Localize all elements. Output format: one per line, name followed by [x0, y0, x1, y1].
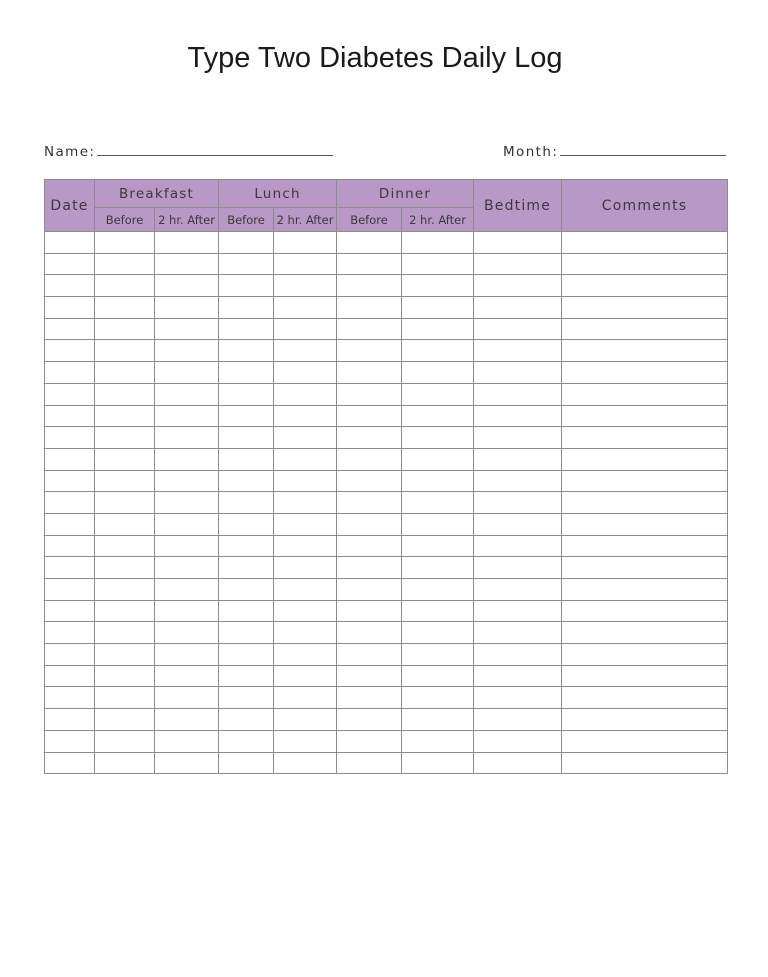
- cell-breakfast-after[interactable]: [155, 340, 219, 362]
- header-dinner-after: 2 hr. After: [402, 208, 474, 232]
- cell-date[interactable]: [45, 665, 95, 687]
- cell-dinner-before[interactable]: [337, 318, 402, 340]
- header-comments: Comments: [562, 180, 728, 232]
- cell-date[interactable]: [45, 253, 95, 275]
- cell-breakfast-before[interactable]: [95, 340, 155, 362]
- table-row: [45, 644, 728, 666]
- cell-breakfast-after[interactable]: [155, 253, 219, 275]
- table-row: [45, 448, 728, 470]
- cell-breakfast-before[interactable]: [95, 557, 155, 579]
- cell-breakfast-before[interactable]: [95, 275, 155, 297]
- cell-lunch-before[interactable]: [219, 470, 274, 492]
- cell-lunch-before[interactable]: [219, 644, 274, 666]
- cell-date[interactable]: [45, 340, 95, 362]
- cell-breakfast-before[interactable]: [95, 513, 155, 535]
- cell-lunch-before[interactable]: [219, 492, 274, 514]
- table-row: [45, 383, 728, 405]
- cell-date[interactable]: [45, 318, 95, 340]
- cell-comments[interactable]: [562, 470, 728, 492]
- cell-lunch-before[interactable]: [219, 253, 274, 275]
- cell-dinner-before[interactable]: [337, 622, 402, 644]
- cell-lunch-before[interactable]: [219, 665, 274, 687]
- cell-lunch-before[interactable]: [219, 318, 274, 340]
- cell-dinner-before[interactable]: [337, 470, 402, 492]
- cell-date[interactable]: [45, 492, 95, 514]
- cell-lunch-before[interactable]: [219, 752, 274, 774]
- cell-lunch-after[interactable]: [274, 665, 337, 687]
- cell-dinner-after[interactable]: [402, 405, 474, 427]
- cell-breakfast-after[interactable]: [155, 275, 219, 297]
- cell-breakfast-after[interactable]: [155, 470, 219, 492]
- cell-dinner-before[interactable]: [337, 340, 402, 362]
- table-row: [45, 232, 728, 254]
- cell-bedtime[interactable]: [474, 535, 562, 557]
- cell-bedtime[interactable]: [474, 557, 562, 579]
- cell-bedtime[interactable]: [474, 709, 562, 731]
- cell-bedtime[interactable]: [474, 579, 562, 601]
- table-row: [45, 470, 728, 492]
- cell-bedtime[interactable]: [474, 752, 562, 774]
- month-input-line[interactable]: [560, 144, 726, 156]
- cell-lunch-before[interactable]: [219, 622, 274, 644]
- cell-bedtime[interactable]: [474, 644, 562, 666]
- cell-dinner-before[interactable]: [337, 752, 402, 774]
- cell-bedtime[interactable]: [474, 253, 562, 275]
- cell-bedtime[interactable]: [474, 405, 562, 427]
- cell-bedtime[interactable]: [474, 730, 562, 752]
- table-row: [45, 340, 728, 362]
- table-row: [45, 253, 728, 275]
- cell-lunch-before[interactable]: [219, 535, 274, 557]
- cell-dinner-after[interactable]: [402, 297, 474, 319]
- cell-breakfast-before[interactable]: [95, 752, 155, 774]
- cell-dinner-before[interactable]: [337, 644, 402, 666]
- cell-breakfast-before[interactable]: [95, 665, 155, 687]
- cell-comments[interactable]: [562, 427, 728, 449]
- cell-date[interactable]: [45, 513, 95, 535]
- cell-breakfast-before[interactable]: [95, 492, 155, 514]
- cell-lunch-after[interactable]: [274, 448, 337, 470]
- cell-dinner-after[interactable]: [402, 665, 474, 687]
- cell-comments[interactable]: [562, 622, 728, 644]
- cell-bedtime[interactable]: [474, 427, 562, 449]
- cell-lunch-before[interactable]: [219, 687, 274, 709]
- cell-dinner-after[interactable]: [402, 253, 474, 275]
- cell-lunch-before[interactable]: [219, 362, 274, 384]
- cell-breakfast-before[interactable]: [95, 427, 155, 449]
- cell-breakfast-before[interactable]: [95, 622, 155, 644]
- cell-comments[interactable]: [562, 340, 728, 362]
- table-row: [45, 752, 728, 774]
- cell-breakfast-after[interactable]: [155, 687, 219, 709]
- cell-dinner-before[interactable]: [337, 687, 402, 709]
- cell-comments[interactable]: [562, 687, 728, 709]
- cell-bedtime[interactable]: [474, 232, 562, 254]
- cell-lunch-after[interactable]: [274, 383, 337, 405]
- header-lunch: Lunch: [219, 180, 337, 208]
- cell-comments[interactable]: [562, 405, 728, 427]
- cell-breakfast-before[interactable]: [95, 470, 155, 492]
- cell-date[interactable]: [45, 275, 95, 297]
- cell-dinner-after[interactable]: [402, 752, 474, 774]
- cell-lunch-after[interactable]: [274, 340, 337, 362]
- cell-breakfast-after[interactable]: [155, 600, 219, 622]
- header-bedtime: Bedtime: [474, 180, 562, 232]
- cell-comments[interactable]: [562, 730, 728, 752]
- cell-lunch-after[interactable]: [274, 644, 337, 666]
- cell-dinner-before[interactable]: [337, 253, 402, 275]
- cell-date[interactable]: [45, 405, 95, 427]
- header-dinner: Dinner: [337, 180, 474, 208]
- cell-breakfast-after[interactable]: [155, 730, 219, 752]
- cell-bedtime[interactable]: [474, 275, 562, 297]
- cell-lunch-after[interactable]: [274, 297, 337, 319]
- cell-dinner-before[interactable]: [337, 579, 402, 601]
- cell-comments[interactable]: [562, 513, 728, 535]
- cell-breakfast-before[interactable]: [95, 579, 155, 601]
- cell-comments[interactable]: [562, 600, 728, 622]
- cell-dinner-before[interactable]: [337, 232, 402, 254]
- cell-dinner-before[interactable]: [337, 557, 402, 579]
- table-row: [45, 709, 728, 731]
- cell-date[interactable]: [45, 644, 95, 666]
- table-row: [45, 362, 728, 384]
- cell-date[interactable]: [45, 687, 95, 709]
- cell-dinner-before[interactable]: [337, 600, 402, 622]
- cell-breakfast-after[interactable]: [155, 709, 219, 731]
- table-row: [45, 600, 728, 622]
- cell-comments[interactable]: [562, 383, 728, 405]
- cell-bedtime[interactable]: [474, 318, 562, 340]
- cell-dinner-before[interactable]: [337, 492, 402, 514]
- header-dinner-before: Before: [337, 208, 402, 232]
- cell-lunch-after[interactable]: [274, 275, 337, 297]
- cell-breakfast-before[interactable]: [95, 709, 155, 731]
- cell-lunch-after[interactable]: [274, 470, 337, 492]
- cell-dinner-after[interactable]: [402, 730, 474, 752]
- cell-dinner-after[interactable]: [402, 340, 474, 362]
- cell-bedtime[interactable]: [474, 340, 562, 362]
- cell-bedtime[interactable]: [474, 297, 562, 319]
- cell-breakfast-before[interactable]: [95, 687, 155, 709]
- cell-comments[interactable]: [562, 752, 728, 774]
- cell-comments[interactable]: [562, 448, 728, 470]
- cell-date[interactable]: [45, 470, 95, 492]
- cell-lunch-after[interactable]: [274, 557, 337, 579]
- header-breakfast-after: 2 hr. After: [155, 208, 219, 232]
- cell-bedtime[interactable]: [474, 383, 562, 405]
- table-row: [45, 513, 728, 535]
- cell-dinner-after[interactable]: [402, 709, 474, 731]
- cell-dinner-before[interactable]: [337, 427, 402, 449]
- cell-dinner-after[interactable]: [402, 232, 474, 254]
- cell-lunch-before[interactable]: [219, 383, 274, 405]
- cell-date[interactable]: [45, 600, 95, 622]
- cell-breakfast-after[interactable]: [155, 427, 219, 449]
- cell-lunch-after[interactable]: [274, 687, 337, 709]
- cell-dinner-after[interactable]: [402, 644, 474, 666]
- cell-breakfast-before[interactable]: [95, 535, 155, 557]
- cell-lunch-after[interactable]: [274, 535, 337, 557]
- cell-comments[interactable]: [562, 232, 728, 254]
- cell-lunch-before[interactable]: [219, 427, 274, 449]
- cell-dinner-before[interactable]: [337, 275, 402, 297]
- cell-dinner-after[interactable]: [402, 275, 474, 297]
- cell-breakfast-before[interactable]: [95, 383, 155, 405]
- cell-lunch-before[interactable]: [219, 297, 274, 319]
- cell-comments[interactable]: [562, 253, 728, 275]
- cell-date[interactable]: [45, 730, 95, 752]
- table-row: [45, 687, 728, 709]
- cell-comments[interactable]: [562, 644, 728, 666]
- cell-breakfast-before[interactable]: [95, 600, 155, 622]
- cell-lunch-after[interactable]: [274, 622, 337, 644]
- cell-comments[interactable]: [562, 297, 728, 319]
- cell-lunch-after[interactable]: [274, 600, 337, 622]
- cell-date[interactable]: [45, 448, 95, 470]
- cell-lunch-before[interactable]: [219, 709, 274, 731]
- page-title: Type Two Diabetes Daily Log: [187, 42, 563, 74]
- cell-breakfast-after[interactable]: [155, 318, 219, 340]
- table-row: [45, 535, 728, 557]
- cell-dinner-after[interactable]: [402, 600, 474, 622]
- name-input-line[interactable]: [97, 144, 333, 156]
- cell-breakfast-before[interactable]: [95, 232, 155, 254]
- cell-comments[interactable]: [562, 362, 728, 384]
- cell-breakfast-before[interactable]: [95, 644, 155, 666]
- cell-lunch-after[interactable]: [274, 513, 337, 535]
- cell-date[interactable]: [45, 752, 95, 774]
- cell-lunch-before[interactable]: [219, 513, 274, 535]
- cell-dinner-after[interactable]: [402, 448, 474, 470]
- month-label: Month:: [503, 144, 559, 160]
- cell-lunch-before[interactable]: [219, 232, 274, 254]
- table-row: [45, 730, 728, 752]
- cell-dinner-after[interactable]: [402, 318, 474, 340]
- cell-dinner-before[interactable]: [337, 362, 402, 384]
- cell-date[interactable]: [45, 232, 95, 254]
- cell-lunch-after[interactable]: [274, 253, 337, 275]
- cell-comments[interactable]: [562, 275, 728, 297]
- cell-lunch-after[interactable]: [274, 709, 337, 731]
- cell-breakfast-after[interactable]: [155, 232, 219, 254]
- cell-breakfast-after[interactable]: [155, 405, 219, 427]
- cell-bedtime[interactable]: [474, 448, 562, 470]
- cell-lunch-after[interactable]: [274, 318, 337, 340]
- cell-dinner-after[interactable]: [402, 427, 474, 449]
- cell-lunch-after[interactable]: [274, 405, 337, 427]
- cell-dinner-before[interactable]: [337, 513, 402, 535]
- cell-dinner-after[interactable]: [402, 470, 474, 492]
- cell-breakfast-after[interactable]: [155, 752, 219, 774]
- cell-dinner-after[interactable]: [402, 383, 474, 405]
- cell-dinner-before[interactable]: [337, 730, 402, 752]
- table-row: [45, 405, 728, 427]
- cell-breakfast-after[interactable]: [155, 535, 219, 557]
- cell-dinner-after[interactable]: [402, 622, 474, 644]
- cell-dinner-after[interactable]: [402, 362, 474, 384]
- cell-breakfast-after[interactable]: [155, 297, 219, 319]
- cell-bedtime[interactable]: [474, 362, 562, 384]
- table-row: [45, 427, 728, 449]
- cell-bedtime[interactable]: [474, 492, 562, 514]
- cell-lunch-before[interactable]: [219, 579, 274, 601]
- cell-bedtime[interactable]: [474, 470, 562, 492]
- cell-comments[interactable]: [562, 557, 728, 579]
- month-field: [503, 144, 726, 160]
- header-date: Date: [45, 180, 95, 232]
- cell-dinner-before[interactable]: [337, 535, 402, 557]
- cell-breakfast-after[interactable]: [155, 622, 219, 644]
- cell-dinner-before[interactable]: [337, 405, 402, 427]
- cell-dinner-after[interactable]: [402, 687, 474, 709]
- cell-dinner-after[interactable]: [402, 579, 474, 601]
- cell-breakfast-after[interactable]: [155, 513, 219, 535]
- cell-breakfast-before[interactable]: [95, 730, 155, 752]
- cell-date[interactable]: [45, 622, 95, 644]
- header-breakfast-before: Before: [95, 208, 155, 232]
- cell-breakfast-after[interactable]: [155, 362, 219, 384]
- header-breakfast: Breakfast: [95, 180, 219, 208]
- cell-lunch-before[interactable]: [219, 340, 274, 362]
- cell-lunch-after[interactable]: [274, 232, 337, 254]
- log-body: [45, 232, 728, 774]
- header-lunch-before: Before: [219, 208, 274, 232]
- header-lunch-after: 2 hr. After: [274, 208, 337, 232]
- cell-breakfast-after[interactable]: [155, 665, 219, 687]
- cell-bedtime[interactable]: [474, 513, 562, 535]
- table-row: [45, 579, 728, 601]
- name-field: [44, 144, 333, 160]
- cell-lunch-before[interactable]: [219, 448, 274, 470]
- cell-breakfast-after[interactable]: [155, 579, 219, 601]
- cell-breakfast-after[interactable]: [155, 383, 219, 405]
- cell-dinner-after[interactable]: [402, 557, 474, 579]
- name-label: Name:: [44, 144, 96, 160]
- cell-breakfast-before[interactable]: [95, 253, 155, 275]
- cell-comments[interactable]: [562, 665, 728, 687]
- cell-dinner-after[interactable]: [402, 535, 474, 557]
- cell-lunch-before[interactable]: [219, 730, 274, 752]
- cell-breakfast-before[interactable]: [95, 448, 155, 470]
- cell-lunch-before[interactable]: [219, 557, 274, 579]
- cell-dinner-after[interactable]: [402, 492, 474, 514]
- cell-bedtime[interactable]: [474, 687, 562, 709]
- cell-dinner-after[interactable]: [402, 513, 474, 535]
- cell-date[interactable]: [45, 383, 95, 405]
- table-row: [45, 622, 728, 644]
- table-row: [45, 557, 728, 579]
- cell-date[interactable]: [45, 535, 95, 557]
- cell-date[interactable]: [45, 362, 95, 384]
- cell-bedtime[interactable]: [474, 665, 562, 687]
- cell-breakfast-after[interactable]: [155, 557, 219, 579]
- cell-comments[interactable]: [562, 492, 728, 514]
- cell-date[interactable]: [45, 557, 95, 579]
- table-row: [45, 665, 728, 687]
- cell-lunch-after[interactable]: [274, 427, 337, 449]
- cell-lunch-after[interactable]: [274, 492, 337, 514]
- cell-breakfast-before[interactable]: [95, 318, 155, 340]
- cell-lunch-before[interactable]: [219, 600, 274, 622]
- cell-lunch-before[interactable]: [219, 405, 274, 427]
- cell-date[interactable]: [45, 297, 95, 319]
- table-row: [45, 275, 728, 297]
- table-row: [45, 492, 728, 514]
- table-row: [45, 318, 728, 340]
- cell-lunch-after[interactable]: [274, 730, 337, 752]
- cell-lunch-after[interactable]: [274, 752, 337, 774]
- cell-date[interactable]: [45, 427, 95, 449]
- cell-lunch-after[interactable]: [274, 362, 337, 384]
- cell-dinner-before[interactable]: [337, 709, 402, 731]
- cell-dinner-before[interactable]: [337, 665, 402, 687]
- cell-bedtime[interactable]: [474, 622, 562, 644]
- cell-comments[interactable]: [562, 709, 728, 731]
- cell-dinner-before[interactable]: [337, 448, 402, 470]
- cell-lunch-before[interactable]: [219, 275, 274, 297]
- cell-date[interactable]: [45, 579, 95, 601]
- cell-breakfast-before[interactable]: [95, 362, 155, 384]
- cell-date[interactable]: [45, 709, 95, 731]
- daily-log-table: [44, 179, 728, 774]
- cell-bedtime[interactable]: [474, 600, 562, 622]
- cell-breakfast-after[interactable]: [155, 492, 219, 514]
- cell-comments[interactable]: [562, 579, 728, 601]
- cell-comments[interactable]: [562, 535, 728, 557]
- cell-comments[interactable]: [562, 318, 728, 340]
- cell-dinner-before[interactable]: [337, 383, 402, 405]
- cell-breakfast-after[interactable]: [155, 644, 219, 666]
- cell-breakfast-before[interactable]: [95, 297, 155, 319]
- cell-dinner-before[interactable]: [337, 297, 402, 319]
- cell-lunch-after[interactable]: [274, 579, 337, 601]
- cell-breakfast-after[interactable]: [155, 448, 219, 470]
- table-row: [45, 297, 728, 319]
- cell-breakfast-before[interactable]: [95, 405, 155, 427]
